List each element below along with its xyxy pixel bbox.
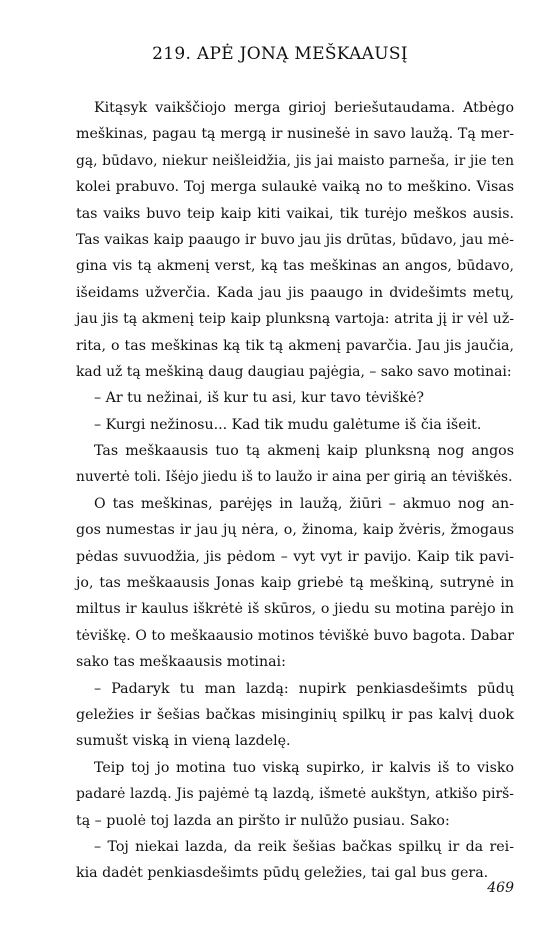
- text-line: miltus ir kaulus iškrėtė iš skūros, o jiedu su motina parėjo in: [76, 601, 514, 618]
- text-line: rita, o tas meškinas ką tik tą akmenį pavarčia. Jau jis jaučia,: [76, 337, 514, 354]
- text-line: kolei prabuvo. Toj merga sulaukė vaiką no to meškino. Visas: [76, 179, 514, 196]
- text-line: O tas meškinas, parėjęs in laužą, žiūri – akmuo nog an-: [94, 495, 514, 512]
- text-line: nuvertė toli. Išėjo jiedu iš to laužo ir aina per girią an tėviškės.: [76, 469, 513, 486]
- text-line: jau jis tą akmenį teip kaip plunksną vartoja: atrita jį ir vėl už-: [76, 311, 514, 328]
- text-line: padarė lazdą. Jis pajėmė tą lazdą, išmetė aukštyn, atkišo pirš-: [76, 786, 514, 803]
- text-line: sumušt viską in vieną lazdelę.: [76, 733, 291, 750]
- text-line: Teip toj jo motina tuo viską supirko, ir kalvis iš to visko: [94, 759, 514, 776]
- text-line: išeidams užverčia. Kada jau jis paaugo in dvidešimts metų,: [76, 284, 514, 301]
- text-line: sako tas meškaausis motinai:: [76, 654, 286, 671]
- text-line: kad už tą meškiną daug daugiau pajėgia, – sako savo motinai:: [76, 363, 512, 380]
- text-line: – Ar tu nežinai, iš kur tu asi, kur tavo tėviškė?: [94, 390, 424, 407]
- story-title: 219. APĖ JONĄ MEŠKAAUSĮ: [152, 44, 408, 64]
- text-line: tą – puolė toj lazda an piršto ir nulūžo pusiau. Sako:: [76, 812, 450, 829]
- story-text: [76, 95, 514, 887]
- text-line: jo, tas meškaausis Jonas kaip griebė tą meškiną, sutrynė in: [76, 575, 514, 592]
- text-line: tėviškę. O to meškaausio motinos tėviškė buvo bagota. Dabar: [76, 627, 514, 644]
- text-line: gos numestas ir jau jų nėra, o, žinoma, kaip žvėris, žmogaus: [76, 522, 514, 539]
- text-line: gą, būdavo, niekur neišleidžia, jis jai maisto parneša, ir jie ten: [76, 152, 514, 169]
- text-line: pėdas suvuodžia, jis pėdom – vyt vyt ir pavijo. Kaip tik pavi-: [76, 548, 514, 565]
- page-number: 469: [487, 880, 514, 896]
- text-line: geležies ir šešias bačkas misinginių spilkų ir pas kalvį duok: [76, 706, 514, 723]
- text-line: tas vaiks buvo teip kaip kiti vaikai, tik turėjo meškos ausis.: [76, 205, 514, 222]
- text-line: Tas meškaausis tuo tą akmenį kaip plunksną nog angos: [94, 443, 514, 460]
- text-line: kia dadėt penkiasdešimts pūdų geležies, tai gal bus gera.: [76, 865, 489, 882]
- text-line: – Toj niekai lazda, da reik šešias bačkas spilkų ir da rei-: [94, 838, 514, 855]
- text-line: gina vis tą akmenį verst, ką tas meškinas an angos, būdavo,: [76, 258, 514, 275]
- text-line: meškinas, pagau tą mergą ir nusinešė in savo laužą. Tą mer-: [76, 126, 514, 143]
- text-line: Tas vaikas kaip paaugo ir buvo jau jis drūtas, būdavo, jau mė-: [76, 231, 514, 248]
- text-line: – Padaryk tu man lazdą: nupirk penkiasdešimts pūdų: [94, 680, 514, 697]
- text-line: Kitąsyk vaikščiojo merga girioj beriešutaudama. Atbėgo: [94, 100, 514, 116]
- text-line: – Kurgi nežinosu... Kad tik mudu galėtume iš čia išeit.: [94, 416, 482, 433]
